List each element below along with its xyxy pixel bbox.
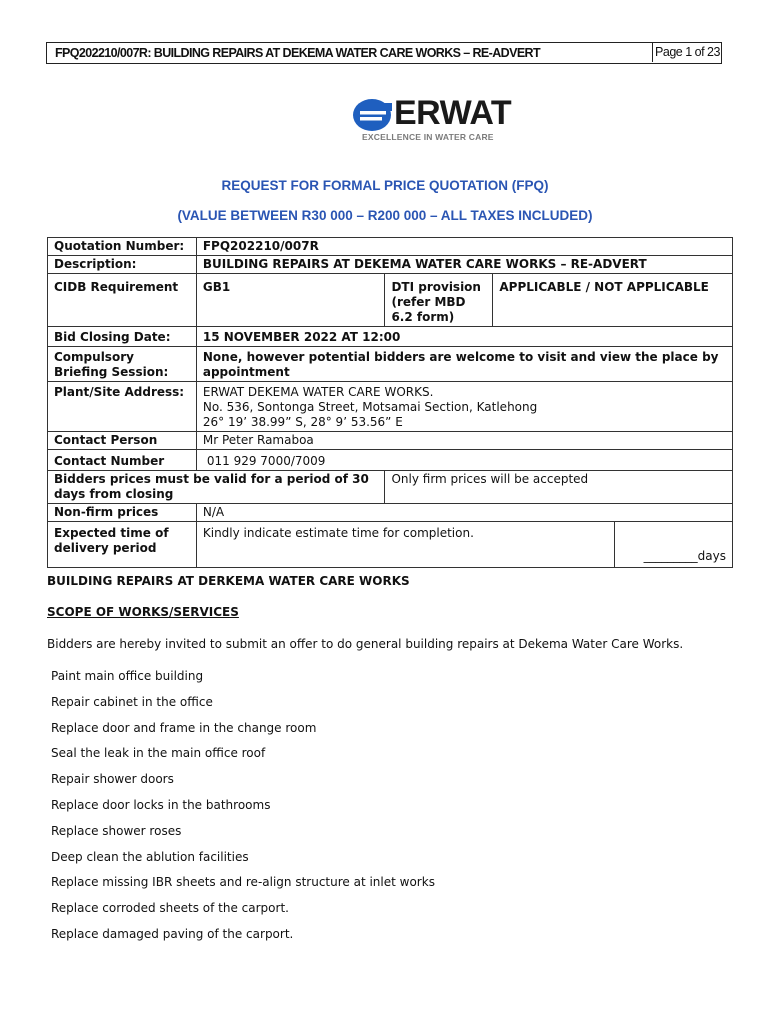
contact-person-value: Mr Peter Ramaboa	[196, 432, 732, 450]
non-firm-value: N/A	[196, 504, 732, 522]
address-line: ERWAT DEKEMA WATER CARE WORKS.	[202, 385, 434, 399]
list-item: Replace door and frame in the change room	[51, 720, 317, 735]
address-label: Plant/Site Address:	[48, 382, 197, 432]
delivery-value: Kindly indicate estimate time for completion.	[196, 522, 614, 568]
list-item: Replace door locks in the bathrooms	[51, 797, 271, 812]
list-item: Replace missing IBR sheets and re-align structure at inlet works	[51, 875, 435, 890]
list-item: Repair shower doors	[51, 772, 174, 787]
briefing-label: Compulsory Briefing Session:	[48, 347, 197, 382]
address-line: No. 536, Sontonga Street, Motsamai Section, Katlehong	[202, 400, 538, 414]
closing-date-value: 15 NOVEMBER 2022 AT 12:00	[196, 327, 732, 347]
logo-wordmark: ERWAT	[394, 94, 512, 132]
page-number: Page 1 of 23	[652, 42, 722, 62]
dti-label: DTI provision (refer MBD 6.2 form)	[385, 274, 493, 327]
list-item: Paint main office building	[51, 669, 204, 683]
section-title: BUILDING REPAIRS AT DERKEMA WATER CARE WORKS	[47, 574, 410, 588]
table-row	[48, 327, 733, 347]
price-validity-value: Only firm prices will be accepted	[385, 471, 733, 504]
delivery-label: Expected time of delivery period	[48, 522, 197, 568]
list-item: Replace shower roses	[51, 823, 182, 838]
table-row	[48, 471, 733, 504]
logo-mark-icon	[352, 98, 392, 132]
gps-coordinates: 26° 19’ 38.99” S, 28° 9’ 53.56” E	[202, 415, 403, 429]
non-firm-label: Non-firm prices	[48, 504, 197, 522]
contact-number-label: Contact Number	[48, 450, 197, 471]
table-row	[48, 274, 733, 327]
table-row	[48, 256, 733, 274]
cidb-value: GB1	[196, 274, 385, 327]
table-row	[48, 238, 733, 256]
scope-title: SCOPE OF WORKS/SERVICES	[47, 605, 239, 619]
list-item: Seal the leak in the main office roof	[51, 746, 266, 761]
document-header	[46, 42, 722, 64]
logo-tagline: EXCELLENCE IN WATER CARE	[362, 132, 494, 142]
table-row	[48, 504, 733, 522]
closing-date-label: Bid Closing Date:	[48, 327, 197, 347]
dti-value: APPLICABLE / NOT APPLICABLE	[493, 274, 733, 327]
list-item: Replace corroded sheets of the carport.	[51, 901, 289, 916]
list-item: Deep clean the ablution facilities	[51, 849, 249, 864]
contact-number-value: 011 929 7000/7009	[196, 450, 732, 471]
price-validity-label: Bidders prices must be valid for a period of 30 days from closing	[48, 471, 385, 504]
delivery-days-blank: _________days	[615, 522, 733, 568]
table-row	[48, 347, 733, 382]
contact-person-label: Contact Person	[48, 432, 197, 450]
cidb-label: CIDB Requirement	[48, 274, 197, 327]
list-item: Replace damaged paving of the carport.	[51, 926, 294, 941]
quotation-info-table	[47, 237, 733, 568]
main-heading: REQUEST FOR FORMAL PRICE QUOTATION (FPQ)	[221, 178, 549, 193]
intro-paragraph: Bidders are hereby invited to submit an offer to do general building repairs at Dekema Water Care Works.	[47, 637, 684, 651]
table-row	[48, 522, 733, 568]
briefing-value: None, however potential bidders are welcome to visit and view the place by appointment	[196, 347, 732, 382]
scope-list	[51, 668, 435, 952]
list-item: Repair cabinet in the office	[51, 694, 213, 709]
quotation-number-label: Quotation Number:	[48, 238, 197, 256]
erwat-logo	[352, 96, 512, 146]
address-value	[196, 382, 732, 432]
table-row	[48, 382, 733, 432]
table-row	[48, 450, 733, 471]
description-label: Description:	[48, 256, 197, 274]
header-title: FPQ202210/007R: BUILDING REPAIRS AT DEKEMA WATER CARE WORKS – RE-ADVERT	[55, 46, 541, 60]
quotation-number-value: FPQ202210/007R	[196, 238, 732, 256]
sub-heading: (VALUE BETWEEN R30 000 – R200 000 – ALL TAXES INCLUDED)	[177, 208, 593, 223]
table-row	[48, 432, 733, 450]
description-value: BUILDING REPAIRS AT DEKEMA WATER CARE WORKS – RE-ADVERT	[196, 256, 732, 274]
